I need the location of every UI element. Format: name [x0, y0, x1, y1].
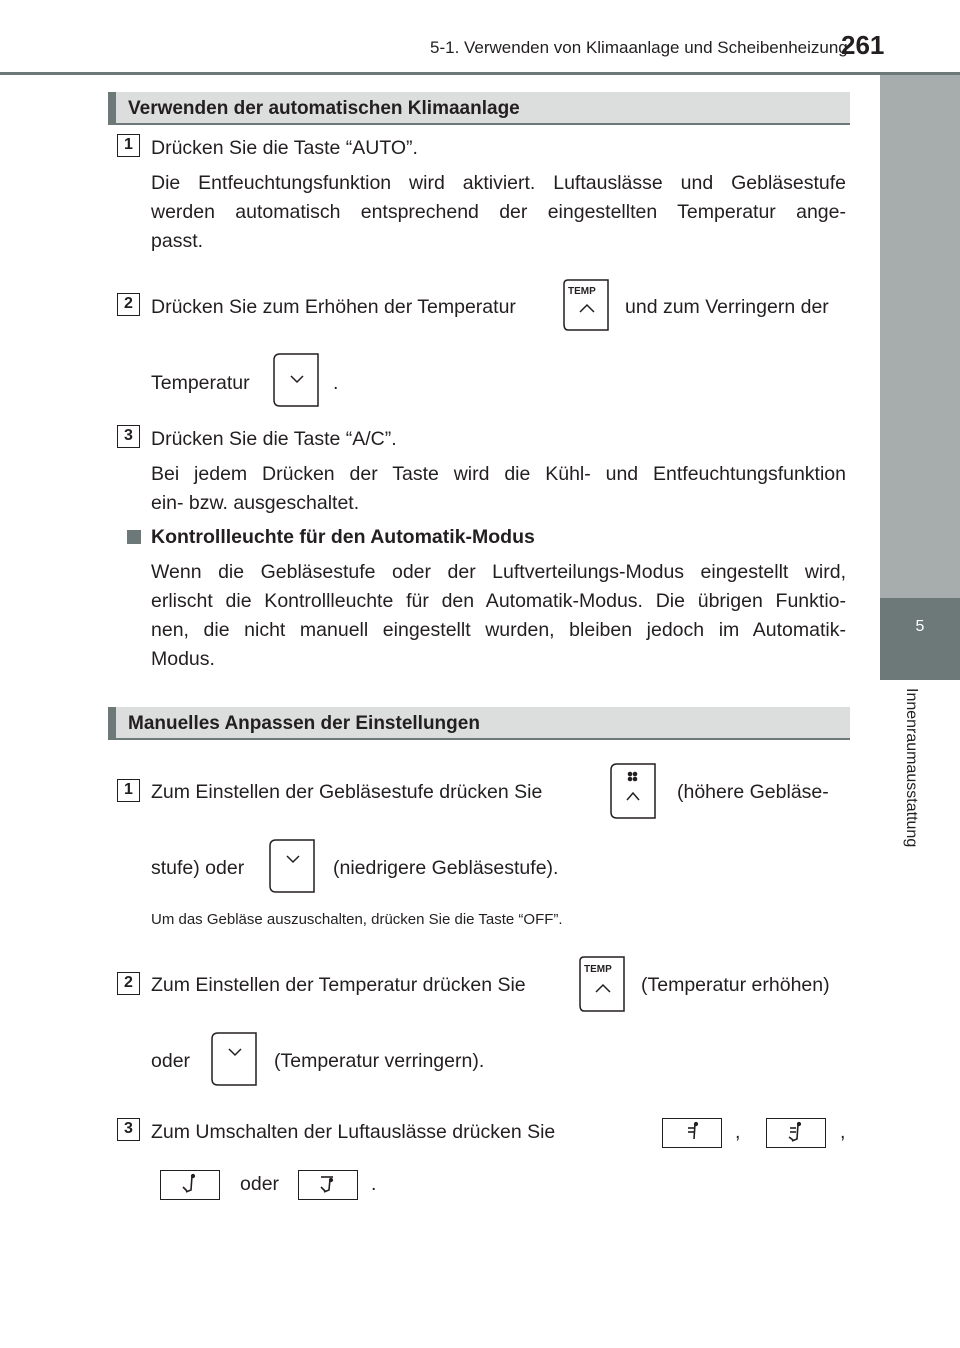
- step-text: (Temperatur erhöhen): [641, 974, 830, 996]
- fan-up-button-icon: [609, 762, 657, 820]
- note-line: Wenn die Gebläsestufe oder der Luftverteilungs-Modus eingestellt wird,: [151, 561, 846, 583]
- bullet-square-icon: [127, 530, 141, 544]
- step-text: und zum Verringern der: [625, 296, 829, 318]
- step-text: ,: [840, 1121, 846, 1143]
- side-tab-chapter-number: 5: [915, 618, 925, 635]
- step-number: 3: [117, 1118, 140, 1141]
- step-number: 3: [117, 425, 140, 448]
- temp-down-button-icon: [272, 352, 320, 408]
- svg-text:TEMP: TEMP: [584, 964, 612, 975]
- step-text: .: [333, 372, 339, 394]
- note-line: erlischt die Kontrollleuchte für den Automatik-Modus. Die übrigen Funktio-: [151, 590, 846, 612]
- side-tab-label: Innenraumausstattung: [903, 688, 920, 848]
- step-text: Zum Einstellen der Gebläsestufe drücken Sie: [151, 781, 543, 803]
- step-text: Drücken Sie die Taste “A/C”.: [151, 428, 397, 450]
- chapter-title: 5-1. Verwenden von Klimaanlage und Scheibenheizung: [430, 38, 848, 57]
- svg-text:TEMP: TEMP: [568, 286, 596, 297]
- airflow-face-feet-icon: [766, 1118, 826, 1148]
- side-tab-chapter-box: [880, 598, 960, 680]
- step-text: Temperatur: [151, 372, 250, 394]
- temp-up-button-icon: [562, 278, 610, 332]
- airflow-face-icon: [662, 1118, 722, 1148]
- step-text: .: [371, 1173, 377, 1195]
- section-heading-text: Manuelles Anpassen der Einstellungen: [128, 713, 480, 734]
- temp-down-button-icon: [210, 1031, 258, 1087]
- step-text: (niedrigere Gebläsestufe).: [333, 857, 559, 879]
- side-tab-bar: [880, 75, 960, 598]
- step-text: Drücken Sie die Taste “AUTO”.: [151, 137, 418, 159]
- step-detail-line: werden automatisch entsprechend der eingestellten Temperatur ange-: [151, 201, 846, 223]
- step-text: Zum Einstellen der Temperatur drücken Sie: [151, 974, 526, 996]
- step-number: 2: [117, 972, 140, 995]
- airflow-feet-windshield-icon: [298, 1170, 358, 1200]
- step-text: ,: [735, 1121, 741, 1143]
- step-detail-line: ein- bzw. ausgeschaltet.: [151, 492, 360, 514]
- step-text: (höhere Gebläse-: [677, 781, 829, 803]
- step-text: Zum Umschalten der Luftauslässe drücken Sie: [151, 1121, 556, 1143]
- temp-up-button-icon: [578, 955, 626, 1013]
- note-line: nen, die nicht manuell eingestellt wurden, bleiben jedoch im Automatik-: [151, 619, 846, 641]
- fan-down-button-icon: [268, 838, 316, 894]
- section-heading-automatic: [108, 92, 850, 125]
- step-text: stufe) oder: [151, 857, 245, 879]
- header-rule: [0, 72, 960, 75]
- page-number: 261: [841, 30, 885, 60]
- step-detail-line: passt.: [151, 230, 204, 252]
- step-number: 1: [117, 779, 140, 802]
- step-text: (Temperatur verringern).: [274, 1050, 485, 1072]
- step-number: 1: [117, 134, 140, 157]
- step-small-note: Um das Gebläse auszuschalten, drücken Sie die Taste “OFF”.: [151, 911, 563, 928]
- step-detail-line: Die Entfeuchtungsfunktion wird aktiviert. Luftauslässe und Gebläsestufe: [151, 172, 846, 194]
- note-title: Kontrollleuchte für den Automatik-Modus: [151, 526, 535, 548]
- step-text: Drücken Sie zum Erhöhen der Temperatur: [151, 296, 516, 318]
- step-detail-line: Bei jedem Drücken der Taste wird die Kühl- und Entfeuchtungsfunktion: [151, 463, 846, 485]
- step-text: oder: [151, 1050, 191, 1072]
- section-heading-manual: [108, 707, 850, 740]
- step-number: 2: [117, 293, 140, 316]
- note-line: Modus.: [151, 648, 215, 670]
- section-heading-text: Verwenden der automatischen Klimaanlage: [128, 98, 520, 119]
- step-text: oder: [240, 1173, 280, 1195]
- airflow-feet-icon: [160, 1170, 220, 1200]
